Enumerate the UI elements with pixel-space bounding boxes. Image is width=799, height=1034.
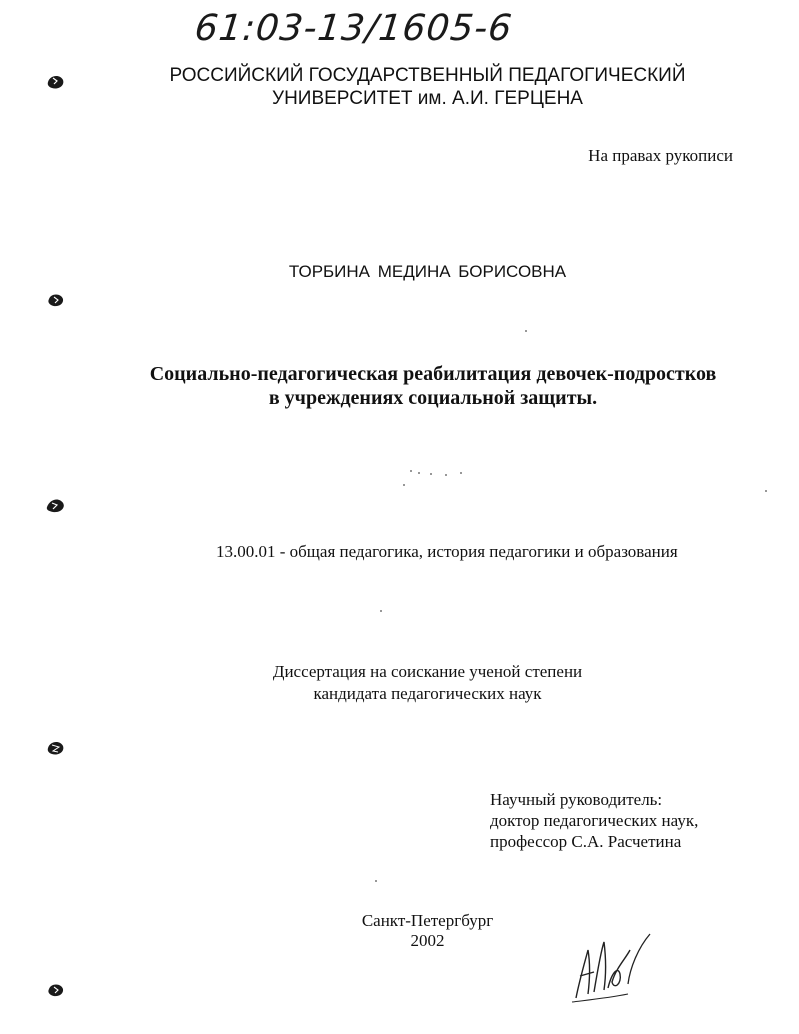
punch-hole-mark — [44, 495, 68, 515]
supervisor-degree: доктор педагогических наук, — [490, 811, 699, 830]
year: 2002 — [410, 931, 445, 950]
punch-hole-mark — [44, 738, 68, 758]
scan-speck — [418, 472, 420, 474]
handwritten-archive-code: 61:03-13/1605-6 — [192, 8, 515, 49]
punch-hole-mark — [44, 72, 68, 92]
dissertation-title-line-1: Социально-педагогическая реабилитация девочек-подростков — [149, 363, 717, 385]
punch-hole-mark — [44, 290, 68, 310]
university-name-line-2: УНИВЕРСИТЕТ им. А.И. ГЕРЦЕНА — [272, 88, 583, 109]
scan-speck — [375, 880, 377, 882]
supervisor-label: Научный руководитель: — [490, 790, 663, 809]
scan-speck — [445, 474, 447, 476]
scan-speck — [765, 490, 767, 492]
scan-speck — [380, 610, 382, 612]
scan-speck — [403, 484, 405, 486]
scan-speck — [460, 472, 462, 474]
punch-hole-mark — [44, 980, 68, 1000]
degree-statement-line-2: кандидата педагогических наук — [313, 684, 542, 703]
university-name-line-1: РОССИЙСКИЙ ГОСУДАРСТВЕННЫЙ ПЕДАГОГИЧЕСКИЙ — [169, 65, 686, 86]
dissertation-title-line-2: в учреждениях социальной защиты. — [268, 387, 598, 409]
supervisor-name: профессор С.А. Расчетина — [490, 832, 682, 851]
scan-speck — [525, 330, 527, 332]
scan-speck — [410, 470, 412, 472]
scan-speck — [430, 473, 432, 475]
specialty-code: 13.00.01 - общая педагогика, история педагогики и образования — [216, 542, 678, 561]
city: Санкт-Петергбург — [361, 911, 494, 930]
manuscript-rights-label: На правах рукописи — [588, 146, 733, 165]
degree-statement-line-1: Диссертация на соискание ученой степени — [272, 662, 583, 681]
author-name: ТОРБИНА МЕДИНА БОРИСОВНА — [288, 262, 567, 281]
handwritten-signature — [568, 928, 658, 1008]
